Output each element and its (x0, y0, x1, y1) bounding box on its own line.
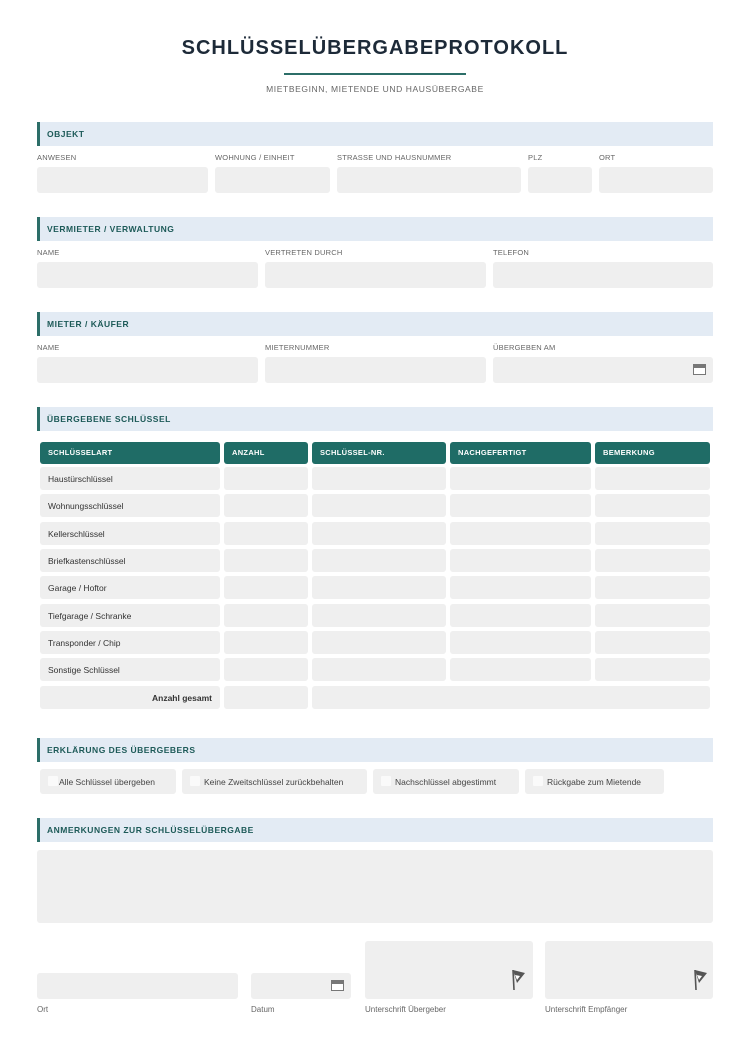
table-cell[interactable] (595, 604, 710, 627)
section-vermieter (37, 217, 713, 241)
table-cell[interactable] (450, 658, 591, 681)
table-cell[interactable] (595, 549, 710, 572)
label-uebergeben-am: ÜBERGEBEN AM (493, 343, 556, 352)
key-type-label: Tiefgarage / Schranke (48, 611, 132, 621)
section-objekt-heading: OBJEKT (47, 129, 85, 139)
table-cell[interactable] (450, 604, 591, 627)
total-label: Anzahl gesamt (152, 693, 212, 703)
table-cell[interactable] (595, 522, 710, 545)
mieternummer-field[interactable] (265, 357, 486, 383)
table-cell[interactable] (312, 494, 446, 517)
option-label: Rückgabe zum Mietende (547, 777, 642, 787)
label-unterschrift-uebergeber: Unterschrift Übergeber (365, 1005, 446, 1014)
label-strasse: STRASSE UND HAUSNUMMER (337, 153, 452, 162)
table-cell[interactable] (224, 576, 308, 599)
table-cell[interactable] (595, 576, 710, 599)
table-cell[interactable] (450, 467, 591, 490)
vermieter-name-field[interactable] (37, 262, 258, 288)
table-cell[interactable] (312, 522, 446, 545)
label-ort-signature: Ort (37, 1005, 49, 1014)
table-cell[interactable] (312, 467, 446, 490)
checkbox[interactable] (48, 776, 58, 786)
table-cell[interactable] (224, 467, 308, 490)
table-row-label-cell (40, 631, 220, 654)
calendar-icon[interactable] (331, 980, 344, 991)
page-title: SCHLÜSSELÜBERGABEPROTOKOLL (181, 37, 569, 59)
label-datum: Datum (251, 1005, 275, 1014)
table-cell[interactable] (450, 576, 591, 599)
pen-icon (693, 969, 709, 991)
label-ort: ORT (599, 153, 616, 162)
table-row-label-cell (40, 604, 220, 627)
option-rueckgabe[interactable] (525, 769, 664, 794)
label-vertreten: VERTRETEN DURCH (265, 248, 343, 257)
label-mieternummer: MIETERNUMMER (265, 343, 330, 352)
option-label: Keine Zweitschlüssel zurückbehalten (204, 777, 344, 787)
col-anzahl (224, 442, 308, 464)
checkbox[interactable] (190, 776, 200, 786)
total-label-cell (40, 686, 220, 709)
col-schluesselart-label: SCHLÜSSELART (48, 448, 113, 457)
checkbox[interactable] (381, 776, 391, 786)
section-objekt (37, 122, 713, 146)
section-schluessel (37, 407, 713, 431)
table-row-label-cell (40, 549, 220, 572)
ort-field[interactable] (599, 167, 713, 193)
section-schluessel-heading: ÜBERGEBENE SCHLÜSSEL (47, 414, 171, 424)
key-type-label: Wohnungsschlüssel (48, 501, 124, 511)
table-cell[interactable] (312, 658, 446, 681)
option-keine-zweitschluessel[interactable] (182, 769, 367, 794)
uebergeben-am-field[interactable] (493, 357, 713, 383)
signature-uebergeber-box[interactable] (365, 941, 533, 999)
table-cell[interactable] (224, 658, 308, 681)
key-type-label: Transponder / Chip (48, 638, 121, 648)
table-row-label-cell (40, 576, 220, 599)
key-type-label: Kellerschlüssel (48, 529, 105, 539)
section-erklaerung-heading: ERKLÄRUNG DES ÜBERGEBERS (47, 745, 196, 755)
table-cell[interactable] (312, 549, 446, 572)
label-anwesen: ANWESEN (37, 153, 77, 162)
table-cell[interactable] (312, 576, 446, 599)
label-mieter-name: NAME (37, 343, 60, 352)
option-label: Alle Schlüssel übergeben (59, 777, 155, 787)
label-wohnung: WOHNUNG / EINHEIT (215, 153, 295, 162)
label-telefon: TELEFON (493, 248, 529, 257)
table-cell[interactable] (224, 494, 308, 517)
telefon-field[interactable] (493, 262, 713, 288)
section-mieter (37, 312, 713, 336)
ort-signature-field[interactable] (37, 973, 238, 999)
table-cell[interactable] (450, 631, 591, 654)
wohnung-field[interactable] (215, 167, 330, 193)
signature-empfaenger-box[interactable] (545, 941, 713, 999)
table-cell[interactable] (312, 631, 446, 654)
table-cell[interactable] (595, 467, 710, 490)
mieter-name-field[interactable] (37, 357, 258, 383)
title-divider (284, 73, 466, 75)
table-cell[interactable] (595, 631, 710, 654)
table-cell[interactable] (312, 604, 446, 627)
col-anzahl-label: ANZAHL (232, 448, 265, 457)
checkbox[interactable] (533, 776, 543, 786)
table-cell[interactable] (224, 604, 308, 627)
col-schluessel-nr-label: SCHLÜSSEL-NR. (320, 448, 385, 457)
table-cell[interactable] (450, 522, 591, 545)
table-row-label-cell (40, 494, 220, 517)
section-anmerkungen-heading: ANMERKUNGEN ZUR SCHLÜSSELÜBERGABE (47, 825, 254, 835)
section-vermieter-heading: VERMIETER / VERWALTUNG (47, 224, 175, 234)
label-vermieter-name: NAME (37, 248, 60, 257)
table-row-label-cell (40, 467, 220, 490)
key-type-label: Briefkastenschlüssel (48, 556, 126, 566)
table-row-label-cell (40, 658, 220, 681)
table-cell[interactable] (224, 631, 308, 654)
key-type-label: Sonstige Schlüssel (48, 665, 120, 675)
col-nachgefertigt (450, 442, 591, 464)
option-alle-schluessel[interactable] (40, 769, 176, 794)
col-schluesselart (40, 442, 220, 464)
datum-field[interactable] (251, 973, 351, 999)
calendar-icon[interactable] (693, 364, 706, 375)
anmerkungen-textarea[interactable] (37, 850, 713, 923)
page-subtitle: MIETBEGINN, MIETENDE UND HAUSÜBERGABE (266, 84, 484, 94)
label-plz: PLZ (528, 153, 543, 162)
section-anmerkungen (37, 818, 713, 842)
table-cell[interactable] (224, 549, 308, 572)
key-type-label: Haustürschlüssel (48, 474, 113, 484)
table-cell[interactable] (595, 658, 710, 681)
plz-field[interactable] (528, 167, 592, 193)
vertreten-field[interactable] (265, 262, 486, 288)
section-erklaerung (37, 738, 713, 762)
key-type-label: Garage / Hoftor (48, 583, 107, 593)
table-cell[interactable] (595, 494, 710, 517)
table-row-label-cell (40, 522, 220, 545)
section-mieter-heading: MIETER / KÄUFER (47, 319, 130, 329)
strasse-field[interactable] (337, 167, 521, 193)
total-remark-cell[interactable] (312, 686, 710, 709)
pen-icon (511, 969, 527, 991)
label-unterschrift-empfaenger: Unterschrift Empfänger (545, 1005, 628, 1014)
table-cell[interactable] (450, 549, 591, 572)
option-label: Nachschlüssel abgestimmt (395, 777, 497, 787)
col-bemerkung-label: BEMERKUNG (603, 448, 655, 457)
anwesen-field[interactable] (37, 167, 208, 193)
table-cell[interactable] (224, 522, 308, 545)
option-nachschluessel[interactable] (373, 769, 519, 794)
table-cell[interactable] (450, 494, 591, 517)
total-anzahl-cell[interactable] (224, 686, 308, 709)
col-nachgefertigt-label: NACHGEFERTIGT (458, 448, 527, 457)
col-bemerkung (595, 442, 710, 464)
col-schluessel-nr (312, 442, 446, 464)
